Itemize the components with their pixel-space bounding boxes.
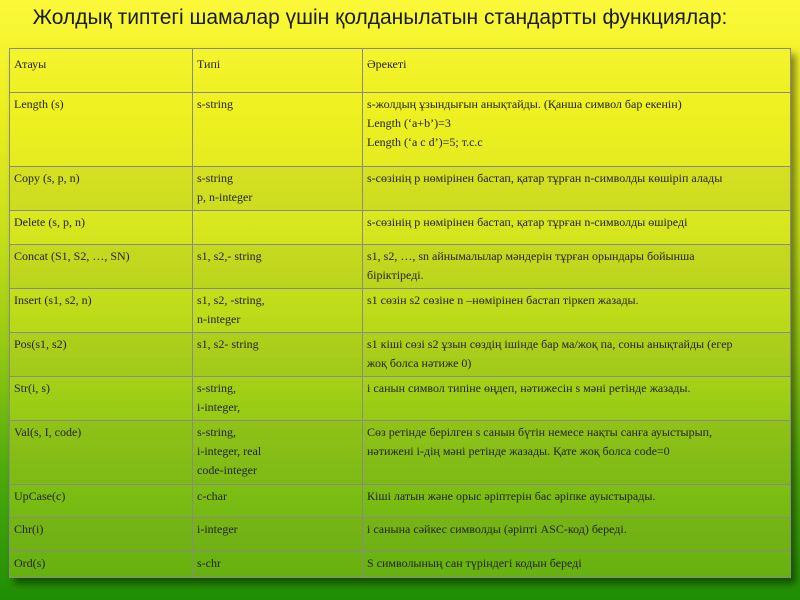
table-row <box>10 421 791 485</box>
function-type-line: s1, s2,- string <box>197 249 262 263</box>
function-name: Pos(s1, s2) <box>10 333 193 377</box>
function-action-line: нәтижені i-дің мәні ретінде жазады. Қате жоқ болса code=0 <box>367 444 670 458</box>
function-type-line: s1, s2, -string, <box>197 293 265 307</box>
function-type <box>193 333 363 377</box>
header-name: Атауы <box>10 49 193 93</box>
function-action-line: s-жолдың ұзындығын анықтайды. (Қанша символ бар екенін) <box>367 97 682 111</box>
function-type <box>193 421 363 485</box>
header-action: Әрекеті <box>363 49 791 93</box>
function-type <box>193 211 363 245</box>
function-name: UpCase(c) <box>10 485 193 518</box>
function-name: Str(i, s) <box>10 377 193 421</box>
function-name: Insert (s1, s2, n) <box>10 289 193 333</box>
function-action <box>363 167 791 211</box>
table-row <box>10 245 791 289</box>
function-name: Ord(s) <box>10 552 193 578</box>
function-action-line: s1 сөзін s2 сөзіне n –нөмірінен бастап тіркеп жазады. <box>367 293 639 307</box>
table-row <box>10 167 791 211</box>
table-row <box>10 211 791 245</box>
function-action-line: Length (‘a+b’)=3 <box>367 116 451 130</box>
function-action <box>363 421 791 485</box>
function-action <box>363 211 791 245</box>
function-type-line: code-integer <box>197 463 257 477</box>
function-action-line: Сөз ретінде берілген s санын бүтін немесе нақты санға ауыстырып, <box>367 425 713 439</box>
function-type-line: s-string <box>197 97 233 111</box>
function-name: Length (s) <box>10 93 193 167</box>
table-row <box>10 518 791 552</box>
function-action <box>363 289 791 333</box>
function-action-line: s-сөзінің p нөмірінен бастап, қатар тұрған n-символды көшіріп алады <box>367 171 723 185</box>
function-action <box>363 485 791 518</box>
function-type <box>193 518 363 552</box>
table-header-row <box>10 49 791 93</box>
function-action <box>363 518 791 552</box>
function-action-line: Length (‘a c d’)=5; т.с.с <box>367 135 483 149</box>
function-action-line: i санын символ типіне өңдеп, нәтижесін s мәні ретінде жазады. <box>367 381 691 395</box>
function-type <box>193 485 363 518</box>
function-action-line: s1, s2, …, sn айнымалылар мәндерін тұрған орындары бойынша <box>367 249 695 263</box>
function-action-line: S символының сан түріндегі кодын береді <box>367 556 582 570</box>
function-action-line: s-сөзінің p нөмірінен бастап, қатар тұрған n-символды өшіреді <box>367 215 688 229</box>
function-type <box>193 93 363 167</box>
table-row <box>10 485 791 518</box>
table-row <box>10 552 791 578</box>
function-type <box>193 289 363 333</box>
function-type-line: s-string <box>197 171 233 185</box>
function-action-line: жоқ болса нәтиже 0) <box>367 356 472 370</box>
functions-table <box>9 48 791 578</box>
function-action-line: i санына сәйкес символды (әріпті ASC-код) береді. <box>367 522 627 536</box>
function-type-line: i-integer <box>197 522 238 536</box>
function-type-line: i-integer, real <box>197 444 262 458</box>
function-action <box>363 552 791 578</box>
function-action-line: біріктіреді. <box>367 268 424 282</box>
function-name: Chr(i) <box>10 518 193 552</box>
function-action <box>363 93 791 167</box>
function-name: Concat (S1, S2, …, SN) <box>10 245 193 289</box>
table-row <box>10 93 791 167</box>
function-type-line: s-string, <box>197 425 236 439</box>
table-row <box>10 289 791 333</box>
function-type-line: n-integer <box>197 312 241 326</box>
function-type-line: p, n-integer <box>197 190 253 204</box>
function-type-line: s1, s2- string <box>197 337 259 351</box>
function-type <box>193 552 363 578</box>
function-name: Delete (s, p, n) <box>10 211 193 245</box>
function-type-line: c-char <box>197 489 227 503</box>
table-row <box>10 377 791 421</box>
function-type <box>193 377 363 421</box>
function-type-line: s-string, <box>197 381 236 395</box>
function-name: Val(s, I, code) <box>10 421 193 485</box>
function-type-line: i-integer, <box>197 400 241 414</box>
function-action <box>363 377 791 421</box>
function-type <box>193 167 363 211</box>
header-type: Типі <box>193 49 363 93</box>
slide-title: Жолдық типтегі шамалар үшін қолданылатын стандартты функциялар: <box>32 6 728 29</box>
function-action-line: s1 кіші сөзі s2 ұзын сөздің ішінде бар ма/жоқ па, соны анықтайды (егер <box>367 337 733 351</box>
function-name: Copy (s, p, n) <box>10 167 193 211</box>
table-row <box>10 333 791 377</box>
function-action-line: Кіші латын және орыс әріптерін бас әріпке ауыстырады. <box>367 489 656 503</box>
function-type-line: s-chr <box>197 556 221 570</box>
function-action <box>363 245 791 289</box>
function-type <box>193 245 363 289</box>
function-action <box>363 333 791 377</box>
